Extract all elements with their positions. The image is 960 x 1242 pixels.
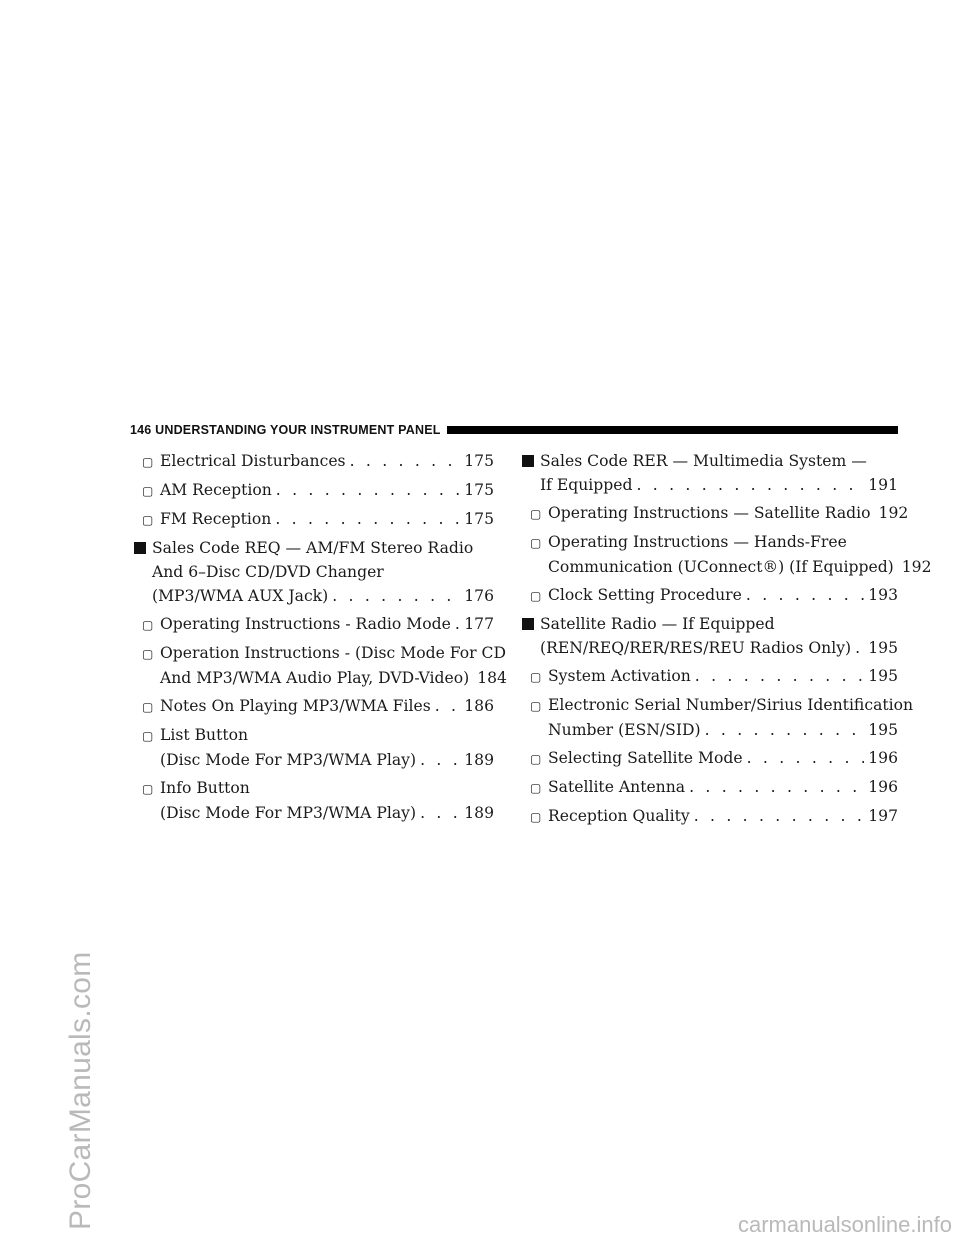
toc-page-number: 177 <box>464 615 494 633</box>
toc-entry-title: Operation Instructions - (Disc Mode For CD <box>160 644 506 662</box>
toc-entry-title: System Activation <box>548 667 691 685</box>
toc-entry[interactable] <box>522 449 898 497</box>
toc-column-right <box>522 449 932 833</box>
watermark-vertical: ProCarManuals.com <box>64 951 97 1230</box>
dot-leader <box>689 775 864 799</box>
toc-entry[interactable] <box>134 507 494 532</box>
toc-entry[interactable] <box>522 612 898 660</box>
toc-page-number: 175 <box>464 481 494 499</box>
toc-entry[interactable] <box>522 693 914 742</box>
toc-entry[interactable] <box>134 478 494 503</box>
box-bullet-icon: ▢ <box>142 513 154 527</box>
square-bullet-icon <box>522 618 534 630</box>
toc-entry-title: (Disc Mode For MP3/WMA Play) <box>160 751 417 769</box>
toc-page-number: 189 <box>464 804 494 822</box>
toc-entry-title: Sales Code REQ — AM/FM Stereo Radio <box>152 539 474 557</box>
toc-entry[interactable] <box>522 583 898 608</box>
toc-entry[interactable] <box>522 804 898 829</box>
toc-entry-title: AM Reception <box>160 481 272 499</box>
toc-entry-title: List Button <box>160 726 249 744</box>
box-bullet-icon: ▢ <box>530 752 542 766</box>
toc-column-left <box>134 449 507 829</box>
toc-entry[interactable] <box>522 530 932 579</box>
dot-leader <box>695 664 864 688</box>
toc-entry-title: (Disc Mode For MP3/WMA Play) <box>160 804 417 822</box>
toc-page-number: 189 <box>464 751 494 769</box>
toc-entry-title: FM Reception <box>160 510 272 528</box>
box-bullet-icon: ▢ <box>530 781 542 795</box>
square-bullet-icon <box>522 455 534 467</box>
toc-entry[interactable] <box>134 449 494 474</box>
toc-entry-title: Operating Instructions — Hands-Free <box>548 533 847 551</box>
toc-entry-title: Reception Quality <box>548 807 690 825</box>
box-bullet-icon: ▢ <box>142 700 154 714</box>
toc-entry[interactable] <box>134 694 494 719</box>
toc-entry-title: Satellite Radio — If Equipped <box>540 615 775 633</box>
dot-leader <box>332 584 460 608</box>
toc-page-number: 184 <box>477 669 507 687</box>
toc-entry[interactable] <box>134 776 494 825</box>
watermark-footer: carmanualsonline.info <box>737 1212 952 1237</box>
toc-page-number: 196 <box>868 749 898 767</box>
toc-page-number: 196 <box>868 778 898 796</box>
toc-page-number: 176 <box>464 587 494 605</box>
dot-leader <box>420 748 460 772</box>
dot-leader <box>350 449 461 473</box>
toc-entry-title: Selecting Satellite Mode <box>548 749 743 767</box>
toc-entry-title: Notes On Playing MP3/WMA Files <box>160 697 431 715</box>
dot-leader <box>275 507 460 531</box>
dot-leader <box>636 473 864 497</box>
toc-entry-title: Sales Code RER — Multimedia System — <box>540 452 867 470</box>
toc-entry-title: Number (ESN/SID) <box>548 721 701 739</box>
header-rule <box>447 426 898 434</box>
toc-entry[interactable] <box>134 536 494 608</box>
toc-entry[interactable] <box>522 746 898 771</box>
toc-page-number: 195 <box>868 639 898 657</box>
page-header <box>130 421 898 439</box>
toc-page-number: 192 <box>878 504 909 522</box>
toc-page-number: 195 <box>868 667 898 685</box>
box-bullet-icon: ▢ <box>530 507 542 521</box>
dot-leader <box>694 804 865 828</box>
box-bullet-icon: ▢ <box>142 647 154 661</box>
dot-leader <box>705 718 865 742</box>
box-bullet-icon: ▢ <box>142 729 154 743</box>
dot-leader <box>276 478 460 502</box>
dot-leader <box>455 612 460 636</box>
dot-leader <box>747 746 865 770</box>
toc-entry[interactable] <box>522 501 909 526</box>
toc-page-number: 195 <box>868 721 898 739</box>
toc-page-number: 175 <box>464 452 494 470</box>
box-bullet-icon: ▢ <box>142 618 154 632</box>
box-bullet-icon: ▢ <box>530 536 542 550</box>
toc-entry-title: Operating Instructions - Radio Mode <box>160 615 451 633</box>
toc-entry-title: Electrical Disturbances <box>160 452 346 470</box>
toc-entry[interactable] <box>522 775 898 800</box>
box-bullet-icon: ▢ <box>530 589 542 603</box>
toc-page-number: 191 <box>868 476 898 494</box>
toc-entry[interactable] <box>134 641 507 690</box>
toc-page-number: 197 <box>868 807 898 825</box>
dot-leader <box>420 801 460 825</box>
toc-entry-title: And 6–Disc CD/DVD Changer <box>152 563 384 581</box>
box-bullet-icon: ▢ <box>142 782 154 796</box>
toc-page-number: 175 <box>464 510 494 528</box>
toc-entry-title: Operating Instructions — Satellite Radio <box>548 504 871 522</box>
toc-entry-title: And MP3/WMA Audio Play, DVD-Video) <box>160 669 470 687</box>
box-bullet-icon: ▢ <box>530 670 542 684</box>
dot-leader <box>435 694 461 718</box>
toc-page-number: 193 <box>868 586 898 604</box>
toc-page-number: 186 <box>464 697 494 715</box>
box-bullet-icon: ▢ <box>530 810 542 824</box>
toc-entry-title: (MP3/WMA AUX Jack) <box>152 587 329 605</box>
toc-entry-title: Clock Setting Procedure <box>548 586 742 604</box>
box-bullet-icon: ▢ <box>142 455 154 469</box>
box-bullet-icon: ▢ <box>530 699 542 713</box>
toc-entry-title: Info Button <box>160 779 250 797</box>
toc-entry[interactable] <box>522 664 898 689</box>
square-bullet-icon <box>134 542 146 554</box>
toc-entry-title: Communication (UConnect®) (If Equipped) <box>548 558 894 576</box>
dot-leader <box>855 636 864 660</box>
dot-leader <box>746 583 864 607</box>
page-header-text: 146 UNDERSTANDING YOUR INSTRUMENT PANEL <box>130 423 441 437</box>
toc-entry-title: (REN/REQ/RER/RES/REU Radios Only) <box>540 639 852 657</box>
toc-entry[interactable] <box>134 612 494 637</box>
box-bullet-icon: ▢ <box>142 484 154 498</box>
toc-page-number: 192 <box>901 558 932 576</box>
toc-entry-title: Electronic Serial Number/Sirius Identification <box>548 696 914 714</box>
toc-entry-title: If Equipped <box>540 476 633 494</box>
toc-entry-title: Satellite Antenna <box>548 778 686 796</box>
toc-entry[interactable] <box>134 723 494 772</box>
